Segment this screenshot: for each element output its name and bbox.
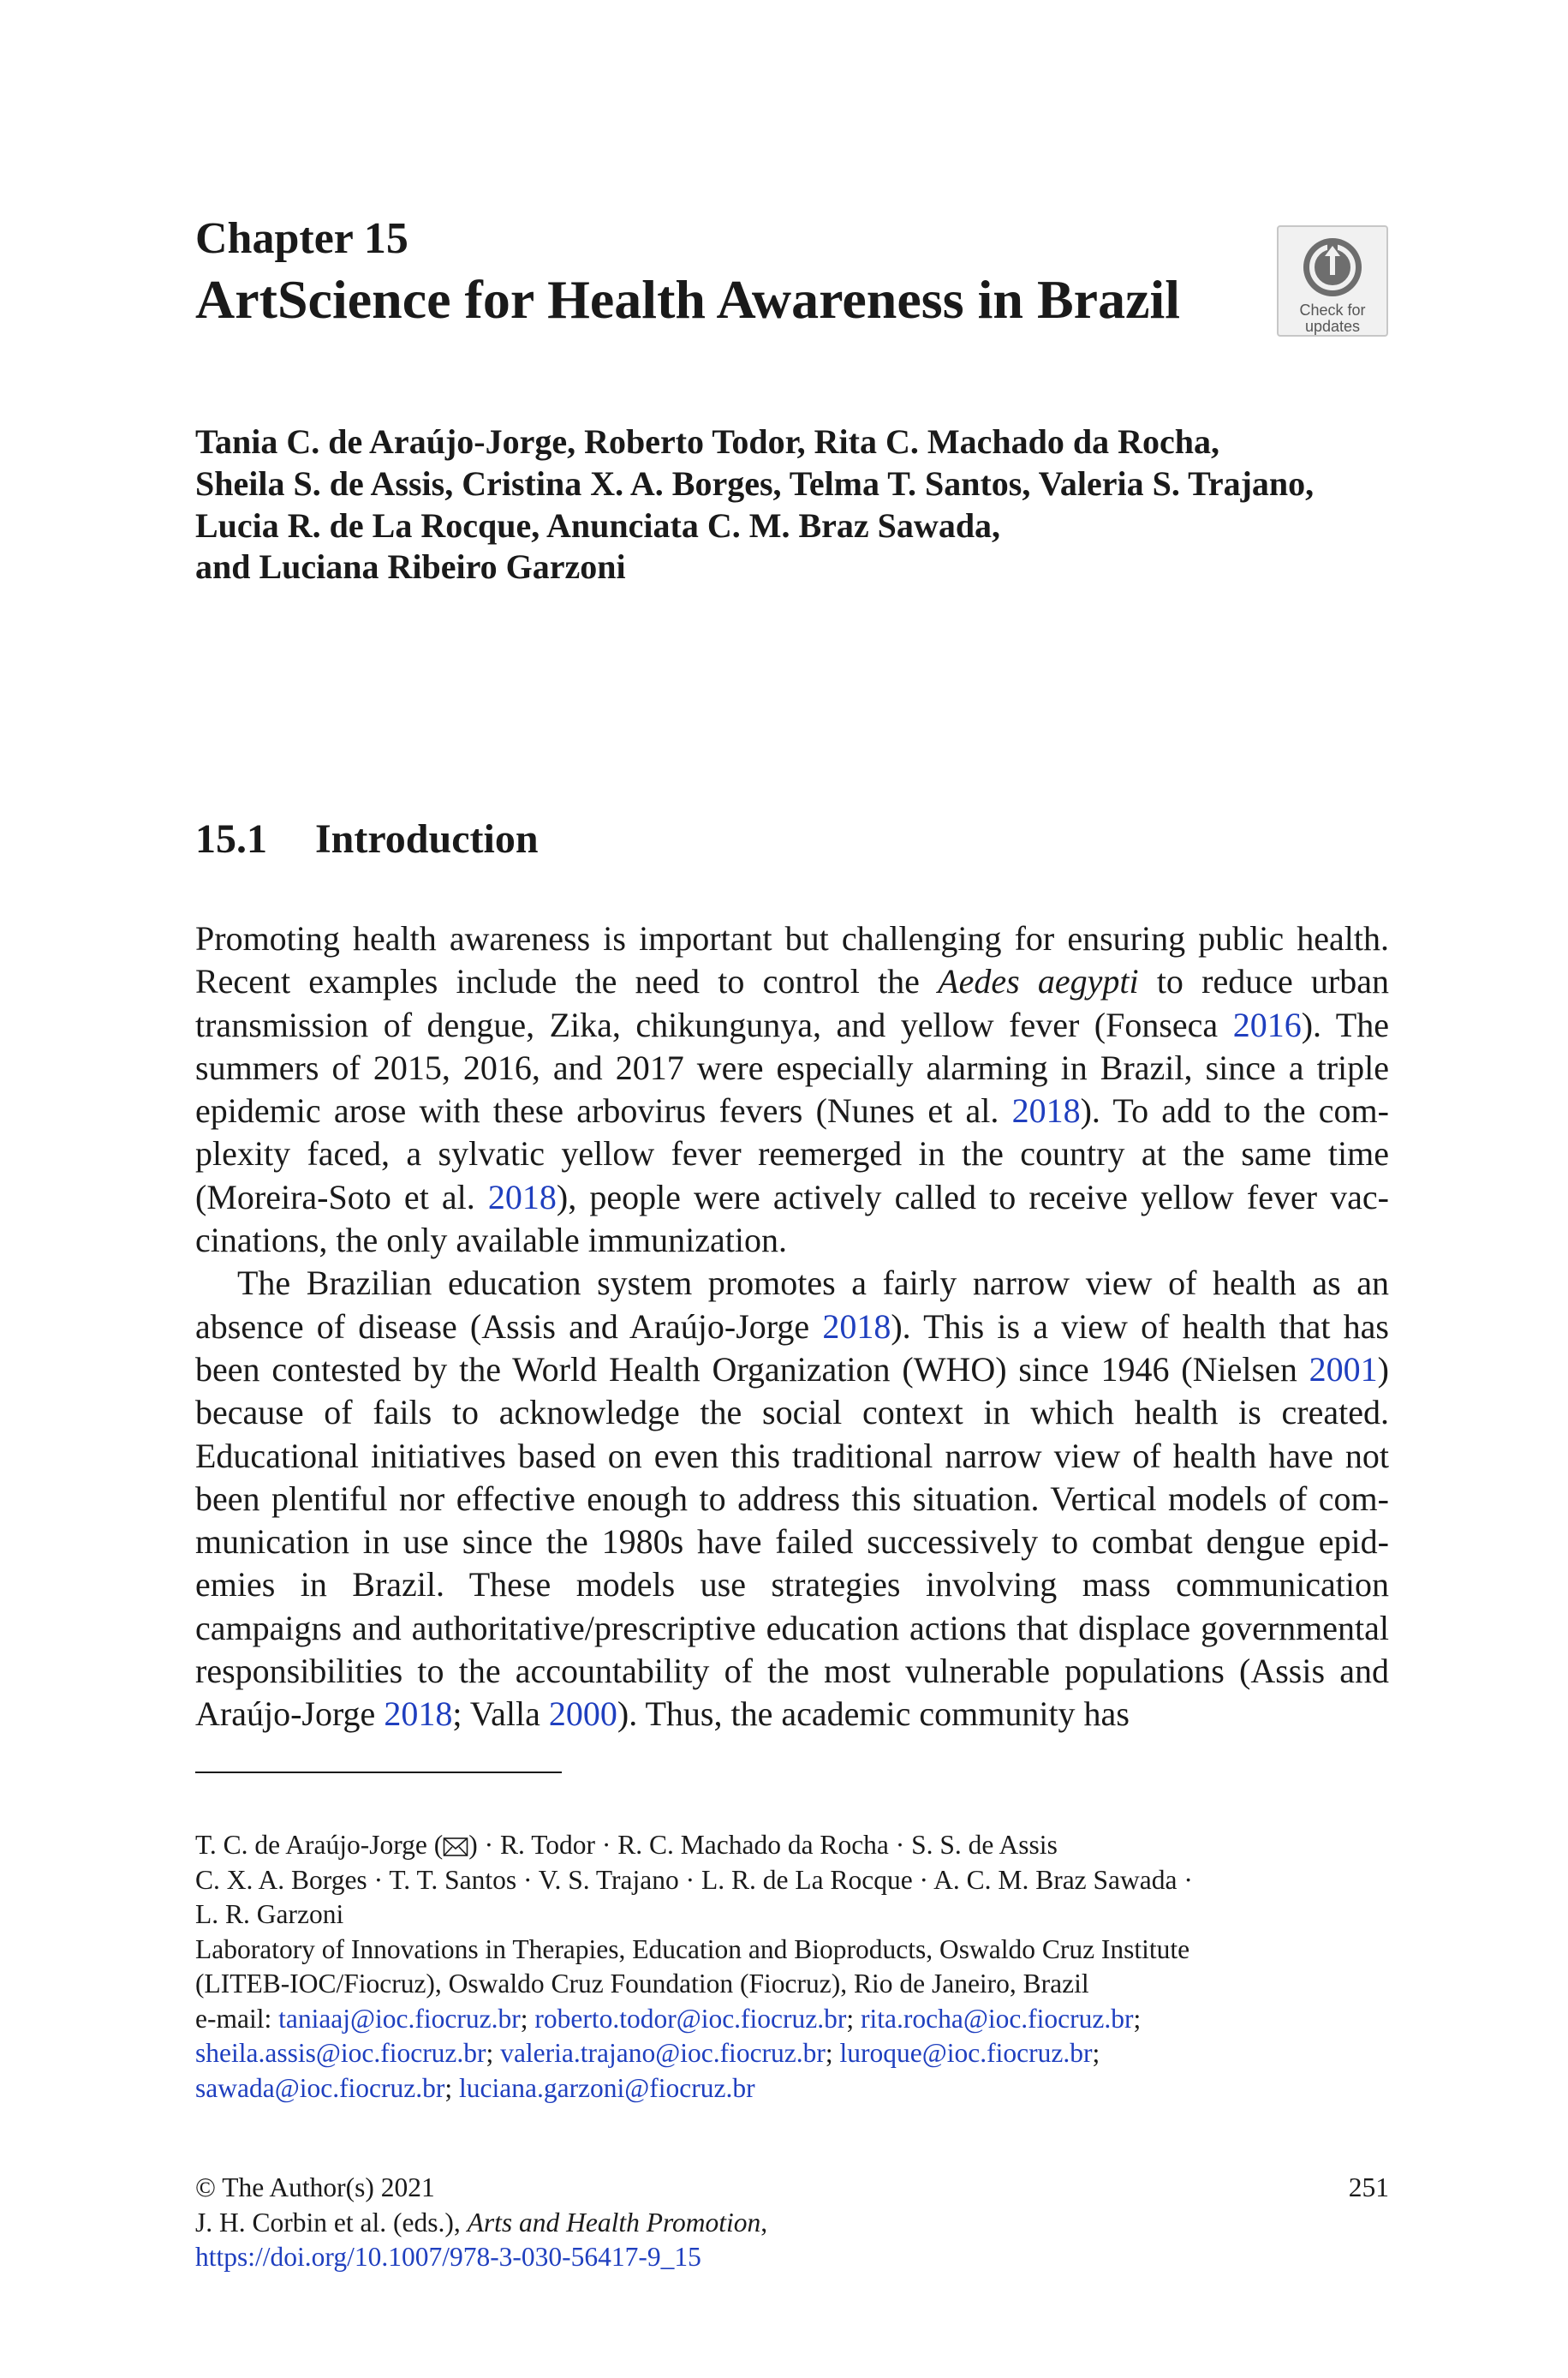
envelope-icon bbox=[443, 1837, 468, 1857]
badge-line-2: updates bbox=[1304, 317, 1361, 335]
citation-link[interactable]: 2000 bbox=[548, 1694, 617, 1734]
body-text bbox=[195, 917, 1389, 1736]
author-list bbox=[195, 421, 1411, 589]
text-run: ). Thus, the academic community has bbox=[617, 1694, 1130, 1734]
text-run: The Brazilian education system promotes a fairly narrow view of health as an absence of disease (Assis and Araújo-Jorge bbox=[195, 1264, 1389, 1346]
page-footer bbox=[195, 2171, 1389, 2275]
email-link[interactable]: luroque@ioc.fiocruz.br bbox=[839, 2038, 1093, 2068]
footnote-text: T. C. de Araújo-Jorge ( bbox=[195, 1830, 444, 1860]
check-for-updates-badge[interactable] bbox=[1277, 225, 1388, 337]
doi-link[interactable]: https://doi.org/10.1007/978-3-030-56417-9_15 bbox=[195, 2242, 701, 2272]
email-link[interactable]: sheila.assis@ioc.fiocruz.br bbox=[195, 2038, 486, 2068]
citation-link[interactable]: 2018 bbox=[822, 1306, 891, 1346]
citation-link[interactable]: 2018 bbox=[384, 1694, 453, 1734]
author-line: Tania C. de Araújo-Jorge, Roberto Todor, Rita C. Machado da Rocha, bbox=[195, 422, 1219, 461]
chapter-title: ArtScience for Health Awareness in Brazil bbox=[195, 269, 1181, 330]
author-line: and Luciana Ribeiro Garzoni bbox=[195, 547, 626, 587]
copyright: © The Author(s) 2021 bbox=[195, 2172, 435, 2202]
affiliation: Laboratory of Innovations in Therapies, Education and Bioproducts, Oswaldo Cruz Institute bbox=[195, 1933, 1190, 1964]
citation-link[interactable]: 2001 bbox=[1309, 1349, 1378, 1389]
badge-line-1: Check for bbox=[1299, 302, 1366, 319]
citation-link[interactable]: 2018 bbox=[487, 1177, 557, 1216]
paragraph bbox=[195, 917, 1389, 1262]
chapter-label: Chapter 15 bbox=[195, 214, 408, 263]
check-updates-icon bbox=[1301, 236, 1364, 299]
author-line: Sheila S. de Assis, Cristina X. A. Borges, Telma T. Santos, Valeria S. Trajano, bbox=[195, 463, 1315, 503]
text-run: ; Valla bbox=[452, 1694, 549, 1734]
email-label: e-mail: bbox=[195, 2003, 279, 2034]
badge-text bbox=[1299, 302, 1365, 335]
affiliation: (LITEB-IOC/Fiocruz), Oswaldo Cruz Foundation (Fiocruz), Rio de Janeiro, Brazil bbox=[195, 1969, 1089, 1999]
book-title: Arts and Health Promotion bbox=[467, 2207, 761, 2238]
citation-link[interactable]: 2016 bbox=[1232, 1005, 1302, 1044]
text-run: Promoting health awareness is important but challenging for ensuring public health. Recent examples include the need to control the bbox=[195, 919, 1389, 1001]
section-number: 15.1 bbox=[195, 816, 267, 862]
text-run: ). The summers of 2015, 2016, and 2017 were especially alarming in Brazil, since a triple epidemic arose with these arbovirus fevers (Nunes et al. bbox=[195, 1005, 1389, 1131]
editors: J. H. Corbin et al. (eds.), bbox=[195, 2207, 468, 2238]
text-run: ) because of fails to acknowledge the social context in which health is created. Educational initiatives based on even this traditional narrow view of health have not been plentiful nor effective enough to address this situation. Vertical models of communication in use since the 1980s have failed successively to combat dengue epidemies in Brazil. These models use strategies involving mass communication campaigns and authoritative/prescriptive education actions that displace governmental responsibilities to the accountability of the most vulnerable populations (Assis and Araújo-Jorge bbox=[195, 1349, 1389, 1734]
citation-link[interactable]: 2018 bbox=[1011, 1091, 1081, 1131]
email-link[interactable]: taniaaj@ioc.fiocruz.br bbox=[278, 2003, 521, 2034]
text-run: to reduce urban transmission of dengue, Zika, chikungunya, and yellow fever (Fonseca bbox=[195, 962, 1389, 1044]
footnote-text: C. X. A. Borges · T. T. Santos · V. S. Trajano · L. R. de La Rocque · A. C. M. Braz Sawada · bbox=[195, 1864, 1193, 1895]
email-link[interactable]: rita.rocha@ioc.fiocruz.br bbox=[861, 2003, 1134, 2034]
editors-suffix: , bbox=[760, 2207, 768, 2238]
footnote-text: L. R. Garzoni bbox=[195, 1899, 344, 1929]
author-footnote: T. C. de Araújo-Jorge ( ) · R. Todor · R. C. Machado da Rocha · S. S. de Assis C. X. A. Borges · T. T. Santos · V. S. Trajano · L. R. de La Rocque · A. C. M. Braz Sawada · L. R. Garzoni Laboratory of Innovations in Therapies, Education and Bioproducts, Oswaldo Cruz Institute (LITEB-IOC/Fiocruz), Oswaldo Cruz Foundation (Fiocruz), Rio de Janeiro, Brazil e-mail: taniaaj@ioc.fiocruz.br; roberto.todor@ioc.fiocruz.br; rita.rocha@ioc.fiocruz.br; sheila.assis@ioc.fiocruz.br; valeria.trajano@ioc.fiocruz.br; luroque@ioc.fiocruz.br; sawada@ioc.fiocruz.br; luciana.garzoni@fiocruz.br bbox=[195, 1828, 1394, 2106]
text-run: ), people were actively called to receive yellow fever vaccinations, the only available immunization. bbox=[195, 1177, 1389, 1260]
email-link[interactable]: sawada@ioc.fiocruz.br bbox=[195, 2072, 445, 2103]
footnote-rule bbox=[195, 1772, 562, 1773]
paragraph bbox=[195, 1262, 1389, 1736]
italic-term: Aedes aegypti bbox=[938, 962, 1139, 1001]
page-number: 251 bbox=[1348, 2172, 1389, 2202]
email-link[interactable]: luciana.garzoni@fiocruz.br bbox=[459, 2072, 755, 2103]
text-run: ). This is a view of health that has been contested by the World Health Organization (WHO) since 1946 (Nielsen bbox=[195, 1306, 1389, 1389]
text-run: ). To add to the complexity faced, a sylvatic yellow fever reemerged in the country at the same time (Moreira-Soto et al. bbox=[195, 1091, 1389, 1216]
email-link[interactable]: valeria.trajano@ioc.fiocruz.br bbox=[500, 2038, 826, 2068]
email-link[interactable]: roberto.todor@ioc.fiocruz.br bbox=[534, 2003, 847, 2034]
section-heading bbox=[195, 816, 539, 863]
author-line: Lucia R. de La Rocque, Anunciata C. M. Braz Sawada, bbox=[195, 505, 1001, 545]
section-title: Introduction bbox=[315, 816, 539, 862]
footnote-text: ) · R. Todor · R. C. Machado da Rocha · S. S. de Assis bbox=[468, 1830, 1058, 1860]
